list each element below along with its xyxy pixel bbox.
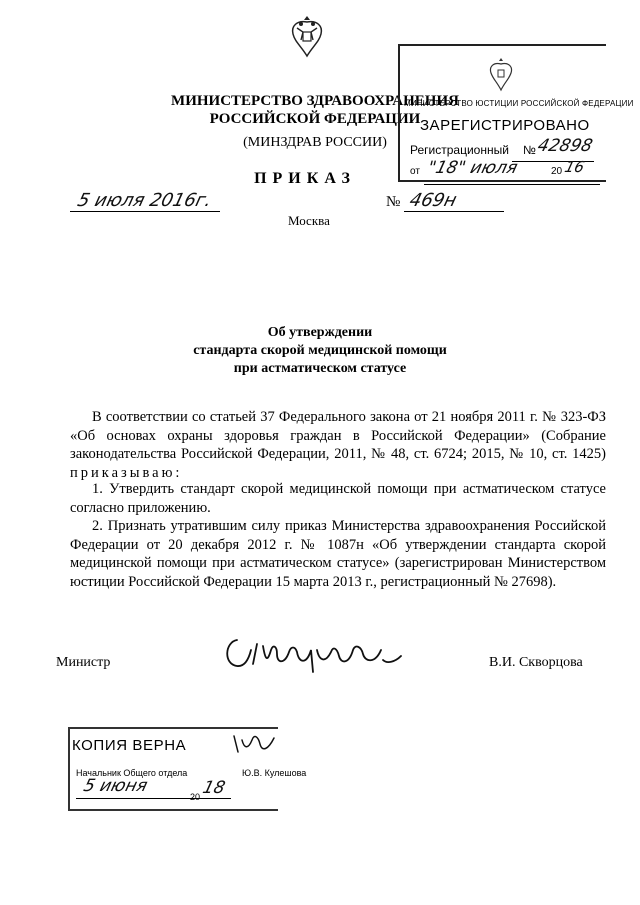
order-word: приказываю: (70, 464, 183, 481)
stamp-year-suffix: 16 (562, 158, 587, 176)
city: Москва (288, 213, 330, 228)
date-underline (70, 211, 220, 212)
document-type: ПРИКАЗ (254, 170, 356, 187)
ministry-name-line2: РОССИЙСКОЙ ФЕДЕРАЦИИ (209, 111, 421, 127)
stamp-number-symbol: № (523, 143, 536, 157)
order-number: 469н (407, 190, 459, 211)
signer-name: В.И. Скворцова (489, 655, 583, 670)
signer-position: Министр (56, 655, 111, 670)
stamp-reg-date: "18" июля (425, 158, 520, 178)
stamp-from-label: от (410, 166, 420, 177)
stamp-reg-label: Регистрационный (410, 143, 509, 157)
copy-stamp-underline (76, 798, 231, 799)
stamp-date-underline (424, 184, 600, 185)
order-date: 5 июля 2016г. (75, 190, 214, 211)
number-underline (404, 211, 504, 212)
minister-signature (215, 620, 415, 680)
coat-of-arms-emblem (287, 12, 327, 60)
ministry-short-name: (МИНЗДРАВ РОССИИ) (243, 135, 387, 150)
paragraph-item-2: 2. Признать утратившим силу приказ Министерства здравоохранения Российской Федерации от 20 декабря 2012 г. № 1087н «Об утверждении стандарта скорой медицинской помощи при астматическом статусе» (зарегистрирован Министерством юстиции Российской Федерации 15 марта 2013 г., регистрационный № 27698). (70, 518, 606, 590)
ministry-name-line1: МИНИСТЕРСТВО ЗДРАВООХРАНЕНИЯ (171, 93, 459, 109)
copy-stamp-year-prefix: 20 (190, 792, 201, 802)
stamp-status: ЗАРЕГИСТРИРОВАНО (420, 117, 590, 134)
paragraph-basis-text: В соответствии со статьей 37 Федерального закона от 21 ноября 2011 г. № 323-ФЗ «Об основах охраны здоровья граждан в Российской Федерации» (Собрание законодательства Российской Федерации, 2011, № 48, ст. 6724; 2015, № 10, ст. 1425) (70, 409, 606, 462)
title-line1: Об утверждении (267, 325, 373, 340)
stamp-reg-number: 42898 (535, 136, 595, 156)
copy-stamp-year-suffix: 18 (200, 778, 228, 798)
copy-stamp-date: 5 июня (81, 776, 150, 796)
copy-stamp-title: КОПИЯ ВЕРНА (72, 737, 187, 754)
paragraph-basis (70, 408, 606, 482)
stamp-year-prefix: 20 (551, 166, 563, 177)
stamp-ministry: МИНИСТЕРСТВО ЮСТИЦИИ РОССИЙСКОЙ ФЕДЕРАЦИИ (404, 99, 634, 108)
copy-stamp-chief: Начальник Общего отдела (76, 768, 188, 778)
stamp-emblem-icon (486, 56, 516, 94)
title-line2: стандарта скорой медицинской помощи (193, 343, 447, 358)
title-line3: при астматическом статусе (233, 361, 407, 376)
copy-stamp-name: Ю.В. Кулешова (242, 768, 307, 778)
number-symbol: № (386, 194, 401, 210)
paragraph-item-1: 1. Утвердить стандарт скорой медицинской помощи при астматическом статусе согласно приложению. (70, 481, 606, 516)
copy-signature (228, 730, 278, 756)
